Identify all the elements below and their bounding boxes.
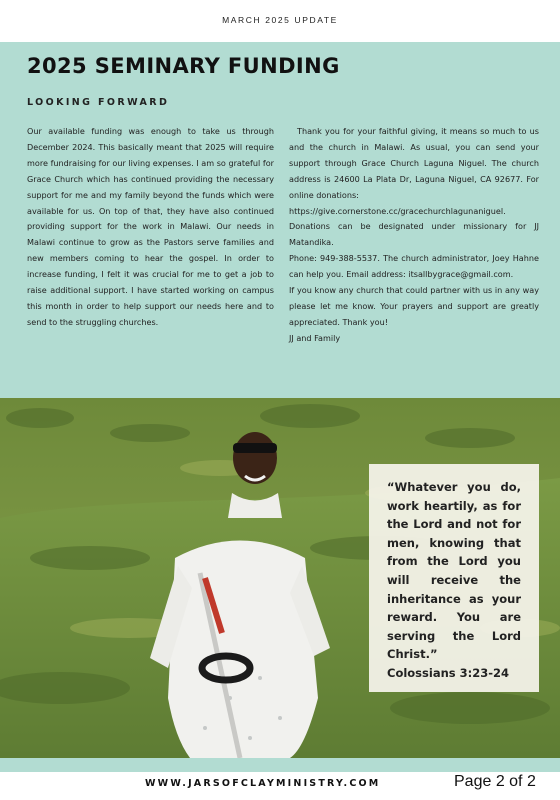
page-header — [0, 0, 560, 42]
contact-text: Phone: 949-388-5537. The church administrator, Joey Hahne can help you. Email address: itsallbygrace@gmail.com. — [289, 253, 539, 280]
designation-text: Donations can be designated under missionary for JJ Matandika. — [289, 221, 539, 248]
left-column — [27, 124, 274, 331]
section-subtitle: LOOKING FORWARD — [27, 97, 170, 108]
quote-text: “Whatever you do, work heartily, as for the Lord and not for men, knowing that from the Lord you will receive the inheritance as your reward. You are serving the Lord Christ.” — [387, 480, 521, 662]
page-number: Page 2 of 2 — [454, 773, 536, 790]
update-label: MARCH 2025 UPDATE — [222, 15, 338, 25]
partner-text: If you know any church that could partner with us in any way please let me know. Your prayers and support are greatly appreciated. Thank you! — [289, 285, 539, 327]
website-link[interactable]: WWW.JARSOFCLAYMINISTRY.COM — [145, 778, 381, 789]
giving-intro-paragraph — [289, 124, 539, 204]
scripture-quote — [387, 478, 521, 683]
donation-url[interactable]: https://give.cornerstone.cc/gracechurchlagunaniguel. — [289, 205, 506, 216]
quote-reference: Colossians 3:23-24 — [387, 665, 509, 680]
page-title: 2025 SEMINARY FUNDING — [27, 54, 340, 78]
scripture-quote-box — [369, 464, 539, 692]
giving-intro-text: Thank you for your faithful giving, it means so much to us and the church in Malawi. As usual, you can send your support through Grace Church Laguna Niguel. The church address is 24600 La Plata Dr, Laguna Niguel, CA 92677. For online donations: — [289, 126, 539, 200]
footer-accent-strip — [0, 758, 560, 772]
signoff-text: JJ and Family — [289, 332, 341, 343]
right-column — [289, 124, 539, 347]
funding-paragraph: Our available funding was enough to take us through December 2024. This basically meant that 2025 will require more fundraising for our living expenses. I am so grateful for Grace Church which has continued providing the necessary support for me and my family beyond the funds which were available for us. On top of that, they have also continued providing support for the work in Malawi. Our needs in Malawi continue to grow as the Pastors serve families and new members coming to hear the gospel. In order to increase funding, I felt it was crucial for me to get a job to raise additional support. I have started working on campus this month in order to help support our needs here and to send to the struggling churches. — [27, 126, 274, 327]
